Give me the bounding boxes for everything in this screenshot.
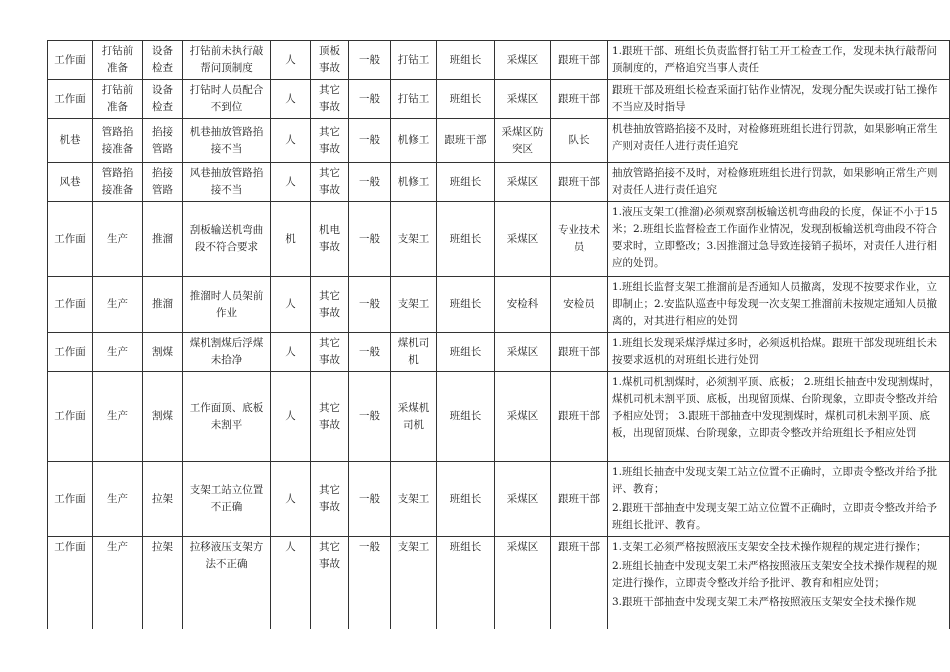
process-cell: 管路掐接准备 bbox=[93, 163, 143, 202]
control-measures-cell bbox=[608, 119, 950, 163]
task-cell: 拉架 bbox=[143, 462, 183, 537]
task-cell: 推溜 bbox=[143, 277, 183, 333]
manager-cell: 队长 bbox=[551, 119, 608, 163]
risk-level-cell: 一般 bbox=[349, 333, 391, 372]
supervisor-cell: 跟班干部 bbox=[437, 119, 495, 163]
control-measure-text: 1.煤机司机割煤时，必须割平顶、底板； 2.班组长抽查中发现割煤时，煤机司机未割平顶、底板，出现留顶煤、台阶现象，立即责令整改并给予相应处罚； 3.跟班干部抽查中发现割煤时，煤机司机未割平顶、底板，出现留顶煤、台阶现象，立即责令整改并给班组长予相应处罚 bbox=[612, 376, 940, 439]
task-cell: 掐接管路 bbox=[143, 119, 183, 163]
task-cell: 设备检查 bbox=[143, 41, 183, 80]
control-measure-text: 1.班组长监督支架工推溜前是否通知人员撤离，发现不按要求作业，立即制止；2.安监队巡查中每发现一次支架工推溜前未按规定通知人员撤离的，对其进行相应的处罚 bbox=[612, 281, 938, 327]
table-row bbox=[48, 372, 950, 462]
manager-cell: 专业技术员 bbox=[551, 202, 608, 277]
responsible-person-cell: 支架工 bbox=[391, 277, 437, 333]
department-cell: 采煤区 bbox=[495, 372, 551, 462]
process-cell: 生产 bbox=[93, 462, 143, 537]
factor-cell: 人 bbox=[271, 119, 311, 163]
manager-cell: 跟班干部 bbox=[551, 163, 608, 202]
risk-level-cell: 一般 bbox=[349, 119, 391, 163]
process-cell: 生产 bbox=[93, 537, 143, 629]
table-row bbox=[48, 537, 950, 629]
risk-level-cell: 一般 bbox=[349, 80, 391, 119]
location-cell: 工作面 bbox=[48, 80, 93, 119]
control-measure-text: 跟班干部及班组长检查采面打钻作业情况，发现分配失误或打钻工操作不当应及时指导 bbox=[612, 84, 938, 113]
supervisor-cell: 班组长 bbox=[437, 462, 495, 537]
table-body bbox=[48, 41, 950, 629]
location-cell: 工作面 bbox=[48, 537, 93, 629]
department-cell: 采煤区 bbox=[495, 163, 551, 202]
control-measures-cell bbox=[608, 372, 950, 462]
table-row bbox=[48, 277, 950, 333]
control-measure-text: 1.跟班干部、班组长负责监督打钻工开工检查工作，发现未执行敲帮问顶制度的，严格追究当事人责任 bbox=[612, 45, 938, 74]
control-measure-text: 2.跟班干部抽查中发现支架工站立位置不正确时，立即责令整改并给予班组长批评、教育。 bbox=[612, 502, 938, 531]
responsible-person-cell: 采煤机司机 bbox=[391, 372, 437, 462]
table-row bbox=[48, 41, 950, 80]
table-row bbox=[48, 333, 950, 372]
risk-level-cell: 一般 bbox=[349, 462, 391, 537]
table-row bbox=[48, 462, 950, 537]
control-measure-text: 1.班组长抽查中发现支架工站立位置不正确时，立即责令整改并给予批评、教育； bbox=[612, 466, 938, 495]
hazard-cell: 打钻时人员配合不到位 bbox=[183, 80, 271, 119]
hazard-cell: 推溜时人员架前作业 bbox=[183, 277, 271, 333]
hazard-cell: 风巷抽放管路掐接不当 bbox=[183, 163, 271, 202]
department-cell: 采煤区 bbox=[495, 41, 551, 80]
factor-cell: 人 bbox=[271, 163, 311, 202]
process-cell: 生产 bbox=[93, 333, 143, 372]
hazard-cell: 刮板输送机弯曲段不符合要求 bbox=[183, 202, 271, 277]
table-row bbox=[48, 80, 950, 119]
factor-cell: 人 bbox=[271, 333, 311, 372]
control-measure-text: 2.班组长抽查中发现支架工未严格按照液压支架安全技术操作规程的规定进行操作，立即责令整改并给予批评、教育和相应处罚； bbox=[612, 560, 938, 589]
control-measures-cell bbox=[608, 333, 950, 372]
department-cell: 采煤区 bbox=[495, 462, 551, 537]
consequence-cell: 其它事故 bbox=[311, 372, 349, 462]
location-cell: 工作面 bbox=[48, 372, 93, 462]
risk-level-cell: 一般 bbox=[349, 277, 391, 333]
control-measure-text: 抽放管路掐接不及时，对检修班班组长进行罚款，如果影响正常生产则对责任人进行责任追究 bbox=[612, 167, 938, 196]
factor-cell: 人 bbox=[271, 80, 311, 119]
risk-level-cell: 一般 bbox=[349, 537, 391, 629]
location-cell: 工作面 bbox=[48, 333, 93, 372]
factor-cell: 人 bbox=[271, 372, 311, 462]
control-measures-cell bbox=[608, 80, 950, 119]
risk-level-cell: 一般 bbox=[349, 372, 391, 462]
supervisor-cell: 班组长 bbox=[437, 333, 495, 372]
control-measure-text: 机巷抽放管路掐接不及时，对检修班班组长进行罚款，如果影响正常生产则对责任人进行责任追究 bbox=[612, 123, 938, 152]
consequence-cell: 其它事故 bbox=[311, 537, 349, 629]
table-row bbox=[48, 163, 950, 202]
control-measures-cell bbox=[608, 462, 950, 537]
control-measure-text: 1.班组长发现采煤浮煤过多时，必须返机拾煤。跟班干部发现班组长未按要求返机的对班组长进行处罚 bbox=[612, 337, 938, 366]
task-cell: 拉架 bbox=[143, 537, 183, 629]
consequence-cell: 其它事故 bbox=[311, 163, 349, 202]
table-row bbox=[48, 202, 950, 277]
risk-level-cell: 一般 bbox=[349, 202, 391, 277]
task-cell: 割煤 bbox=[143, 333, 183, 372]
responsible-person-cell: 机修工 bbox=[391, 163, 437, 202]
responsible-person-cell: 打钻工 bbox=[391, 80, 437, 119]
hazard-cell: 拉移液压支架方法不正确 bbox=[183, 537, 271, 629]
control-measures-cell bbox=[608, 41, 950, 80]
department-cell: 采煤区 bbox=[495, 333, 551, 372]
control-measures-cell bbox=[608, 163, 950, 202]
control-measures-cell bbox=[608, 277, 950, 333]
consequence-cell: 顶板事故 bbox=[311, 41, 349, 80]
supervisor-cell: 班组长 bbox=[437, 80, 495, 119]
location-cell: 工作面 bbox=[48, 462, 93, 537]
manager-cell: 跟班干部 bbox=[551, 462, 608, 537]
department-cell: 安检科 bbox=[495, 277, 551, 333]
control-measure-text: 1.支架工必须严格按照液压支架安全技术操作规程的规定进行操作； bbox=[612, 541, 927, 553]
location-cell: 机巷 bbox=[48, 119, 93, 163]
responsible-person-cell: 打钻工 bbox=[391, 41, 437, 80]
table-row bbox=[48, 119, 950, 163]
hazard-cell: 支架工站立位置不正确 bbox=[183, 462, 271, 537]
supervisor-cell: 班组长 bbox=[437, 163, 495, 202]
consequence-cell: 其它事故 bbox=[311, 277, 349, 333]
location-cell: 工作面 bbox=[48, 202, 93, 277]
risk-level-cell: 一般 bbox=[349, 41, 391, 80]
department-cell: 采煤区 bbox=[495, 537, 551, 629]
process-cell: 生产 bbox=[93, 277, 143, 333]
process-cell: 打钻前准备 bbox=[93, 80, 143, 119]
control-measure-text: 1.液压支架工(推溜)必须观察刮板输送机弯曲段的长度，保证不小于15米；2.班组长监督检查工作面作业情况，发现刮板输送机弯曲段不符合要求时，立即整改；3.因推溜过急导致连接销子损坏，对责任人进行相应的处罚。 bbox=[612, 206, 938, 269]
manager-cell: 跟班干部 bbox=[551, 80, 608, 119]
supervisor-cell: 班组长 bbox=[437, 41, 495, 80]
supervisor-cell: 班组长 bbox=[437, 277, 495, 333]
consequence-cell: 其它事故 bbox=[311, 119, 349, 163]
process-cell: 生产 bbox=[93, 202, 143, 277]
location-cell: 风巷 bbox=[48, 163, 93, 202]
control-measures-cell bbox=[608, 202, 950, 277]
factor-cell: 人 bbox=[271, 462, 311, 537]
location-cell: 工作面 bbox=[48, 41, 93, 80]
manager-cell: 跟班干部 bbox=[551, 537, 608, 629]
process-cell: 管路掐接准备 bbox=[93, 119, 143, 163]
factor-cell: 机 bbox=[271, 202, 311, 277]
consequence-cell: 其它事故 bbox=[311, 80, 349, 119]
task-cell: 掐接管路 bbox=[143, 163, 183, 202]
department-cell: 采煤区 bbox=[495, 202, 551, 277]
manager-cell: 安检员 bbox=[551, 277, 608, 333]
responsible-person-cell: 煤机司机 bbox=[391, 333, 437, 372]
risk-level-cell: 一般 bbox=[349, 163, 391, 202]
process-cell: 生产 bbox=[93, 372, 143, 462]
factor-cell: 人 bbox=[271, 537, 311, 629]
department-cell: 采煤区防突区 bbox=[495, 119, 551, 163]
manager-cell: 跟班干部 bbox=[551, 372, 608, 462]
task-cell: 割煤 bbox=[143, 372, 183, 462]
hazard-cell: 煤机割煤后浮煤未拾净 bbox=[183, 333, 271, 372]
supervisor-cell: 班组长 bbox=[437, 372, 495, 462]
task-cell: 设备检查 bbox=[143, 80, 183, 119]
control-measure-text: 3.跟班干部抽查中发现支架工未严格按照液压支架安全技术操作规 bbox=[612, 596, 917, 608]
factor-cell: 人 bbox=[271, 277, 311, 333]
consequence-cell: 其它事故 bbox=[311, 333, 349, 372]
responsible-person-cell: 支架工 bbox=[391, 202, 437, 277]
task-cell: 推溜 bbox=[143, 202, 183, 277]
department-cell: 采煤区 bbox=[495, 80, 551, 119]
hazard-risk-table bbox=[47, 40, 950, 629]
control-measures-cell bbox=[608, 537, 950, 629]
process-cell: 打钻前准备 bbox=[93, 41, 143, 80]
responsible-person-cell: 支架工 bbox=[391, 537, 437, 629]
hazard-cell: 机巷抽放管路掐接不当 bbox=[183, 119, 271, 163]
consequence-cell: 其它事故 bbox=[311, 462, 349, 537]
responsible-person-cell: 支架工 bbox=[391, 462, 437, 537]
responsible-person-cell: 机修工 bbox=[391, 119, 437, 163]
manager-cell: 跟班干部 bbox=[551, 41, 608, 80]
manager-cell: 跟班干部 bbox=[551, 333, 608, 372]
hazard-cell: 工作面顶、底板未割平 bbox=[183, 372, 271, 462]
supervisor-cell: 班组长 bbox=[437, 202, 495, 277]
consequence-cell: 机电事故 bbox=[311, 202, 349, 277]
hazard-cell: 打钻前未执行敲帮问顶制度 bbox=[183, 41, 271, 80]
supervisor-cell: 班组长 bbox=[437, 537, 495, 629]
location-cell: 工作面 bbox=[48, 277, 93, 333]
factor-cell: 人 bbox=[271, 41, 311, 80]
